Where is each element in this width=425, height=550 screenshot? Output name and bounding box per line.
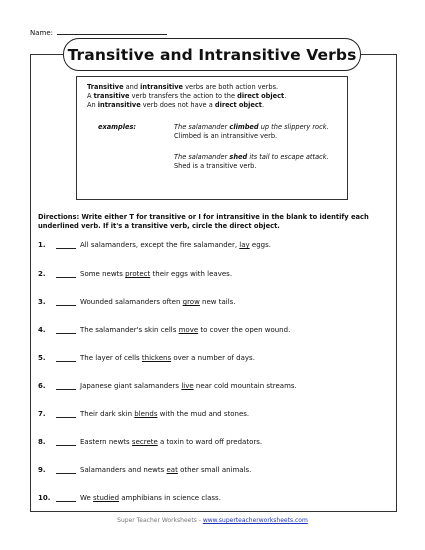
sentence-text: Eastern newts xyxy=(80,438,132,446)
footer xyxy=(0,517,425,524)
term-direct-object: direct object xyxy=(214,101,262,109)
question-number: 7. xyxy=(38,410,46,418)
question-number: 4. xyxy=(38,326,46,334)
underlined-verb: protect xyxy=(125,270,151,278)
question-sentence xyxy=(80,494,221,502)
underlined-verb: blends xyxy=(134,410,158,418)
example-text: up the slippery rock. xyxy=(258,123,329,131)
sentence-text: The layer of cells xyxy=(80,354,142,362)
question-number: 1. xyxy=(38,241,46,249)
info-text: verb transfers the action to the xyxy=(129,92,238,100)
term-direct-object: direct object xyxy=(237,92,285,100)
sentence-text: other small animals. xyxy=(177,466,252,474)
question-3 xyxy=(38,298,388,308)
question-4 xyxy=(38,326,388,336)
info-text: An xyxy=(87,101,98,109)
question-sentence xyxy=(80,382,297,390)
term-intransitive: intransitive xyxy=(140,83,184,91)
question-number: 6. xyxy=(38,382,46,390)
example-1-sentence xyxy=(174,123,329,132)
answer-blank[interactable] xyxy=(56,361,76,362)
underlined-verb: lay xyxy=(239,241,250,249)
page-title: Transitive and Intransitive Verbs xyxy=(63,38,361,71)
example-2-sentence xyxy=(174,153,329,162)
question-sentence xyxy=(80,410,249,418)
info-text: and xyxy=(123,83,141,91)
name-label: Name: xyxy=(30,29,54,37)
question-number: 5. xyxy=(38,354,46,362)
info-text: verbs are both action verbs. xyxy=(183,83,279,91)
sentence-text: Their dark skin xyxy=(80,410,135,418)
question-10 xyxy=(38,494,388,504)
sentence-text: amphibians in science class. xyxy=(119,494,221,502)
question-number: 9. xyxy=(38,466,46,474)
question-number: 8. xyxy=(38,438,46,446)
underlined-verb: move xyxy=(178,326,199,334)
sentence-text: with the mud and stones. xyxy=(157,410,250,418)
example-text: The salamander xyxy=(174,123,230,131)
underlined-verb: thickens xyxy=(141,354,172,362)
answer-blank[interactable] xyxy=(56,445,76,446)
answer-blank[interactable] xyxy=(56,305,76,306)
underlined-verb: eat xyxy=(166,466,178,474)
sentence-text: to cover the open wound. xyxy=(198,326,291,334)
sentence-text: Some newts xyxy=(80,270,126,278)
term-transitive: transitive xyxy=(93,92,130,100)
question-9 xyxy=(38,466,388,476)
sentence-text: their eggs with leaves. xyxy=(150,270,233,278)
sentence-text: near cold mountain streams. xyxy=(193,382,297,390)
example-text: its tail to escape attack. xyxy=(247,153,329,161)
sentence-text: a toxin to ward off predators. xyxy=(157,438,263,446)
footer-link[interactable]: www.superteacherworksheets.com xyxy=(202,517,308,524)
question-sentence xyxy=(80,241,271,249)
directions: Directions: Write either T for transitive or I for intransitive in the blank to identify each underlined verb. If it's a transitive verb, circle the direct object. xyxy=(38,213,369,231)
sentence-text: over a number of days. xyxy=(171,354,255,362)
sentence-text: Salamanders and newts xyxy=(80,466,167,474)
question-number: 2. xyxy=(38,270,46,278)
underlined-verb: studied xyxy=(93,494,120,502)
question-sentence xyxy=(80,298,236,306)
answer-blank[interactable] xyxy=(56,248,76,249)
question-sentence xyxy=(80,326,290,334)
info-text: . xyxy=(261,101,265,109)
question-sentence xyxy=(80,438,262,446)
answer-blank[interactable] xyxy=(56,389,76,390)
sentence-text: Japanese giant salamanders xyxy=(80,382,182,390)
underlined-verb: live xyxy=(181,382,194,390)
question-2 xyxy=(38,270,388,280)
question-number: 10. xyxy=(38,494,51,502)
sentence-text: The salamander's skin cells xyxy=(80,326,179,334)
question-sentence xyxy=(80,270,232,278)
question-sentence xyxy=(80,354,255,362)
example-verb: shed xyxy=(229,153,248,161)
footer-text: Super Teacher Worksheets - xyxy=(117,517,203,524)
sentence-text: Wounded salamanders often xyxy=(80,298,183,306)
term-transitive: Transitive xyxy=(87,83,124,91)
example-verb: climbed xyxy=(229,123,259,131)
answer-blank[interactable] xyxy=(56,473,76,474)
answer-blank[interactable] xyxy=(56,417,76,418)
info-line-1 xyxy=(87,83,278,92)
question-8 xyxy=(38,438,388,448)
underlined-verb: secrete xyxy=(131,438,158,446)
question-7 xyxy=(38,410,388,420)
sentence-text: new tails. xyxy=(199,298,236,306)
question-6 xyxy=(38,382,388,392)
sentence-text: eggs. xyxy=(249,241,271,249)
example-1-note: Climbed is an intransitive verb. xyxy=(174,132,278,140)
sentence-text: We xyxy=(80,494,94,502)
sentence-text: All salamanders, except the fire salamander, xyxy=(80,241,240,249)
answer-blank[interactable] xyxy=(56,277,76,278)
info-line-3 xyxy=(87,101,264,110)
info-line-2 xyxy=(87,92,286,101)
question-number: 3. xyxy=(38,298,46,306)
info-text: verb does not have a xyxy=(140,101,215,109)
examples-label: examples: xyxy=(98,123,137,131)
example-2-note: Shed is a transitive verb. xyxy=(174,162,257,170)
underlined-verb: grow xyxy=(182,298,200,306)
answer-blank[interactable] xyxy=(56,333,76,334)
info-text: . xyxy=(284,92,287,100)
question-sentence xyxy=(80,466,251,474)
question-5 xyxy=(38,354,388,364)
name-row xyxy=(30,27,167,37)
info-text: A xyxy=(87,92,94,100)
name-line[interactable] xyxy=(57,27,167,35)
question-1 xyxy=(38,241,388,251)
info-box xyxy=(76,76,348,200)
answer-blank[interactable] xyxy=(56,501,76,502)
term-intransitive: intransitive xyxy=(97,101,141,109)
example-text: The salamander xyxy=(174,153,230,161)
